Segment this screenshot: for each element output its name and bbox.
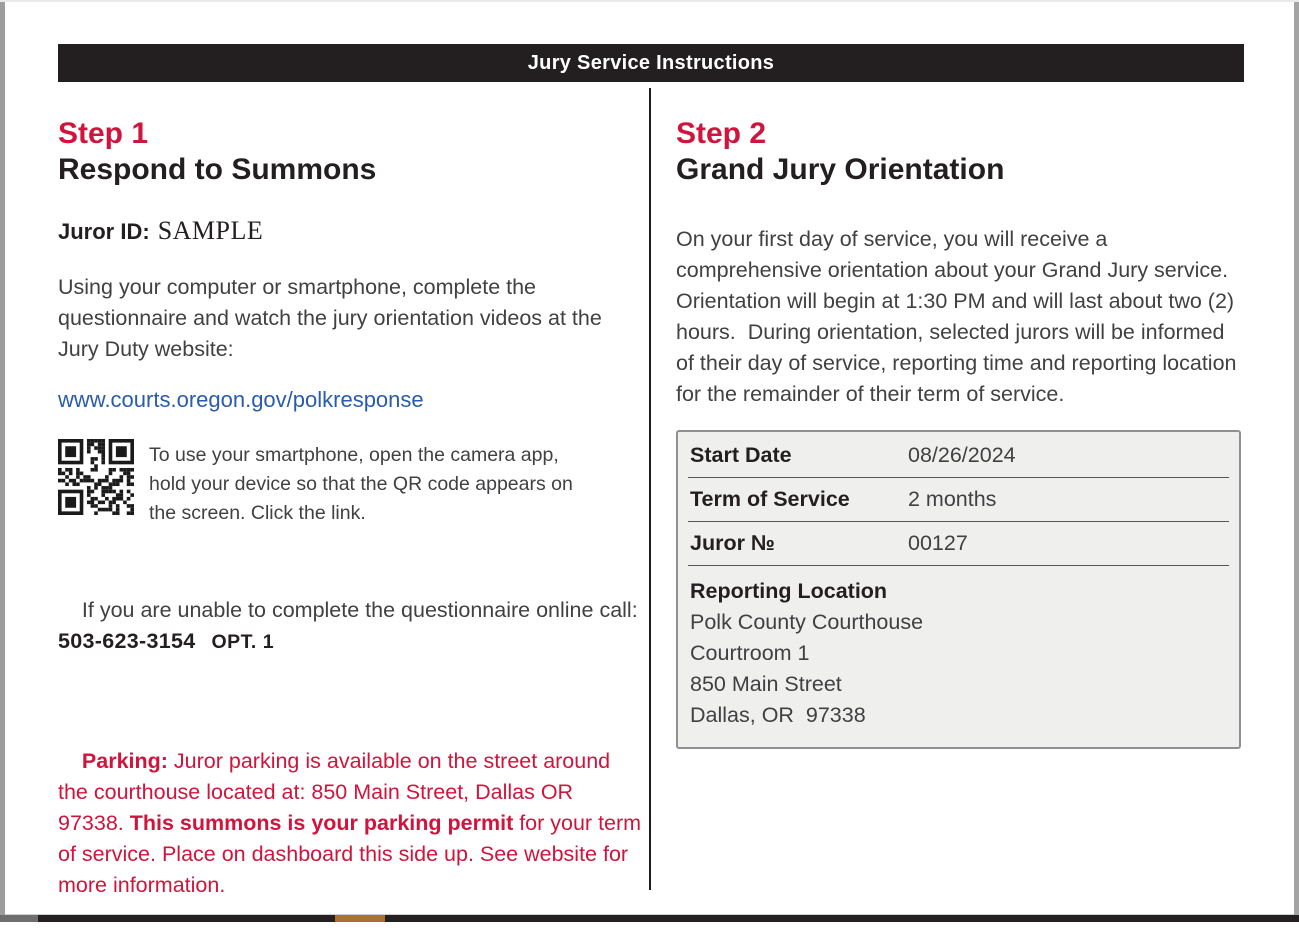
step2-title: Grand Jury Orientation [676, 153, 1005, 186]
start-date-value: 08/26/2024 [908, 443, 1016, 467]
service-info-table [676, 430, 1241, 749]
page-right-edge [1294, 2, 1299, 922]
term-of-service-label: Term of Service [690, 487, 850, 511]
step2-label: Step 2 [676, 117, 767, 150]
step1-column [58, 116, 648, 932]
phone-number: 503-623-3154 [58, 629, 196, 653]
phone-option: OPT. 1 [211, 631, 275, 653]
juror-id-row [58, 216, 643, 246]
column-divider [649, 88, 651, 890]
parking-text-2: for your term of service. Place on dashboard this side up. See website for more information. [58, 811, 648, 897]
reporting-location-line: Polk County Courthouse [690, 610, 924, 634]
page-left-edge [0, 2, 5, 915]
parking-bold-text: This summons is your parking permit [129, 811, 514, 835]
parking-text-1: Juror parking is available on the street around the courthouse located at: 850 Main Street, Dallas OR 97338. [58, 749, 617, 835]
step1-intro-paragraph: Using your computer or smartphone, complete the questionnaire and watch the jury orientation videos at the Jury Duty website: [58, 275, 608, 361]
table-row [678, 478, 1239, 521]
qr-caption: To use your smartphone, open the camera app, hold your device so that the QR code appears on the screen. Click the link. [149, 444, 579, 524]
parking-label: Parking: [81, 749, 168, 773]
step1-title: Respond to Summons [58, 153, 377, 186]
table-row [678, 434, 1239, 477]
term-of-service-value: 2 months [908, 487, 997, 511]
unable-paragraph [58, 564, 643, 689]
juror-id-value: SAMPLE [157, 216, 264, 245]
document-header-bar [58, 44, 1244, 82]
juror-number-value: 00127 [908, 531, 968, 555]
reporting-location-line: Courtroom 1 [690, 641, 810, 665]
reporting-location-block [678, 566, 1239, 743]
qr-section [58, 439, 643, 528]
page-top-edge [0, 0, 1299, 2]
step1-label: Step 1 [58, 117, 149, 150]
parking-paragraph [58, 715, 648, 932]
next-page-gray-segment [0, 915, 38, 922]
juror-number-label: Juror № [690, 531, 775, 555]
reporting-location-line: 850 Main Street [690, 672, 842, 696]
juror-id-label: Juror ID: [58, 219, 150, 244]
document-title: Jury Service Instructions [527, 51, 775, 74]
step2-column [676, 116, 1241, 749]
table-row [678, 522, 1239, 565]
reporting-location-label: Reporting Location [690, 579, 888, 603]
unable-text: If you are unable to complete the questionnaire online call: [81, 598, 644, 622]
step2-body-paragraph: On your first day of service, you will receive a comprehensive orientation about your Grand Jury service. Orientation will begin at 1:30 PM and will last about two (2) hours. During orientation, selected jurors will be informed of their day of service, reporting time and reporting location for the remainder of their term of service. [676, 227, 1243, 406]
reporting-location-line: Dallas, OR 97338 [690, 703, 866, 727]
jury-duty-website-link[interactable]: www.courts.oregon.gov/polkresponse [58, 387, 424, 412]
start-date-label: Start Date [690, 443, 792, 467]
qr-code-icon [58, 439, 134, 515]
